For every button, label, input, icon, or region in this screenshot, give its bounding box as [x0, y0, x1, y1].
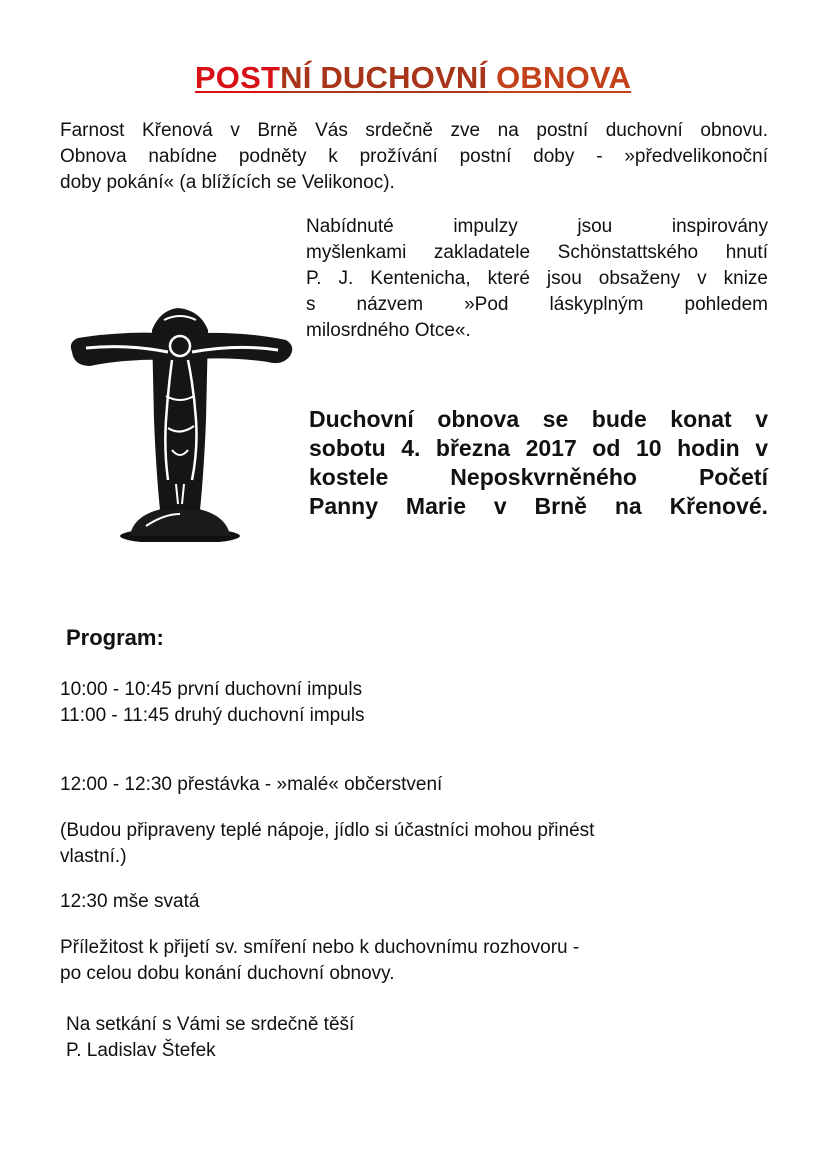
intro-paragraph: Farnost Křenová v Brně Vás srdečně zve na postní duchovní obnovu. Obnova nabídne podněty k prožívání postní doby - »předvelikonoční doby pokání« (a blížících se Velikonoc).: [60, 120, 768, 193]
impulses-paragraph: Nabídnuté impulzy jsou inspirovány myšlenkami zakladatele Schönstattského hnutí P. J. Kentenicha, které jsou obsaženy v knize s názvem »Pod láskyplným pohledem milosrdného Otce«.: [306, 216, 768, 341]
program-note: (Budou připraveny teplé nápoje, jídlo si účastníci mohou přinést vlastní.): [60, 820, 595, 867]
program-break: 12:00 - 12:30 přestávka - »malé« občerstvení: [60, 774, 443, 795]
signature: P. Ladislav Štefek: [66, 1040, 216, 1061]
program-heading: Program:: [66, 625, 164, 650]
page-title: POSTNÍ DUCHOVNÍ OBNOVA: [194, 60, 632, 95]
list-item: 10:00 - 10:45 první duchovní impuls: [60, 679, 363, 700]
program-mass: 12:30 mše svatá: [60, 891, 200, 912]
closing: [66, 1012, 354, 1064]
program-confession: Příležitost k přijetí sv. smíření nebo k duchovnímu rozhovoru - po celou dobu konání duchovní obnovy.: [60, 937, 580, 984]
program-list: [60, 677, 365, 729]
closing-greeting: Na setkání s Vámi se srdečně těší: [66, 1014, 355, 1035]
crucifix-icon: [68, 300, 296, 542]
list-item: 11:00 - 11:45 druhý duchovní impuls: [60, 705, 365, 726]
announcement-paragraph: Duchovní obnova se bude konat v sobotu 4. března 2017 od 10 hodin v kostele Neposkvrněného Početí Panny Marie v Brně na Křenové.: [309, 406, 768, 519]
